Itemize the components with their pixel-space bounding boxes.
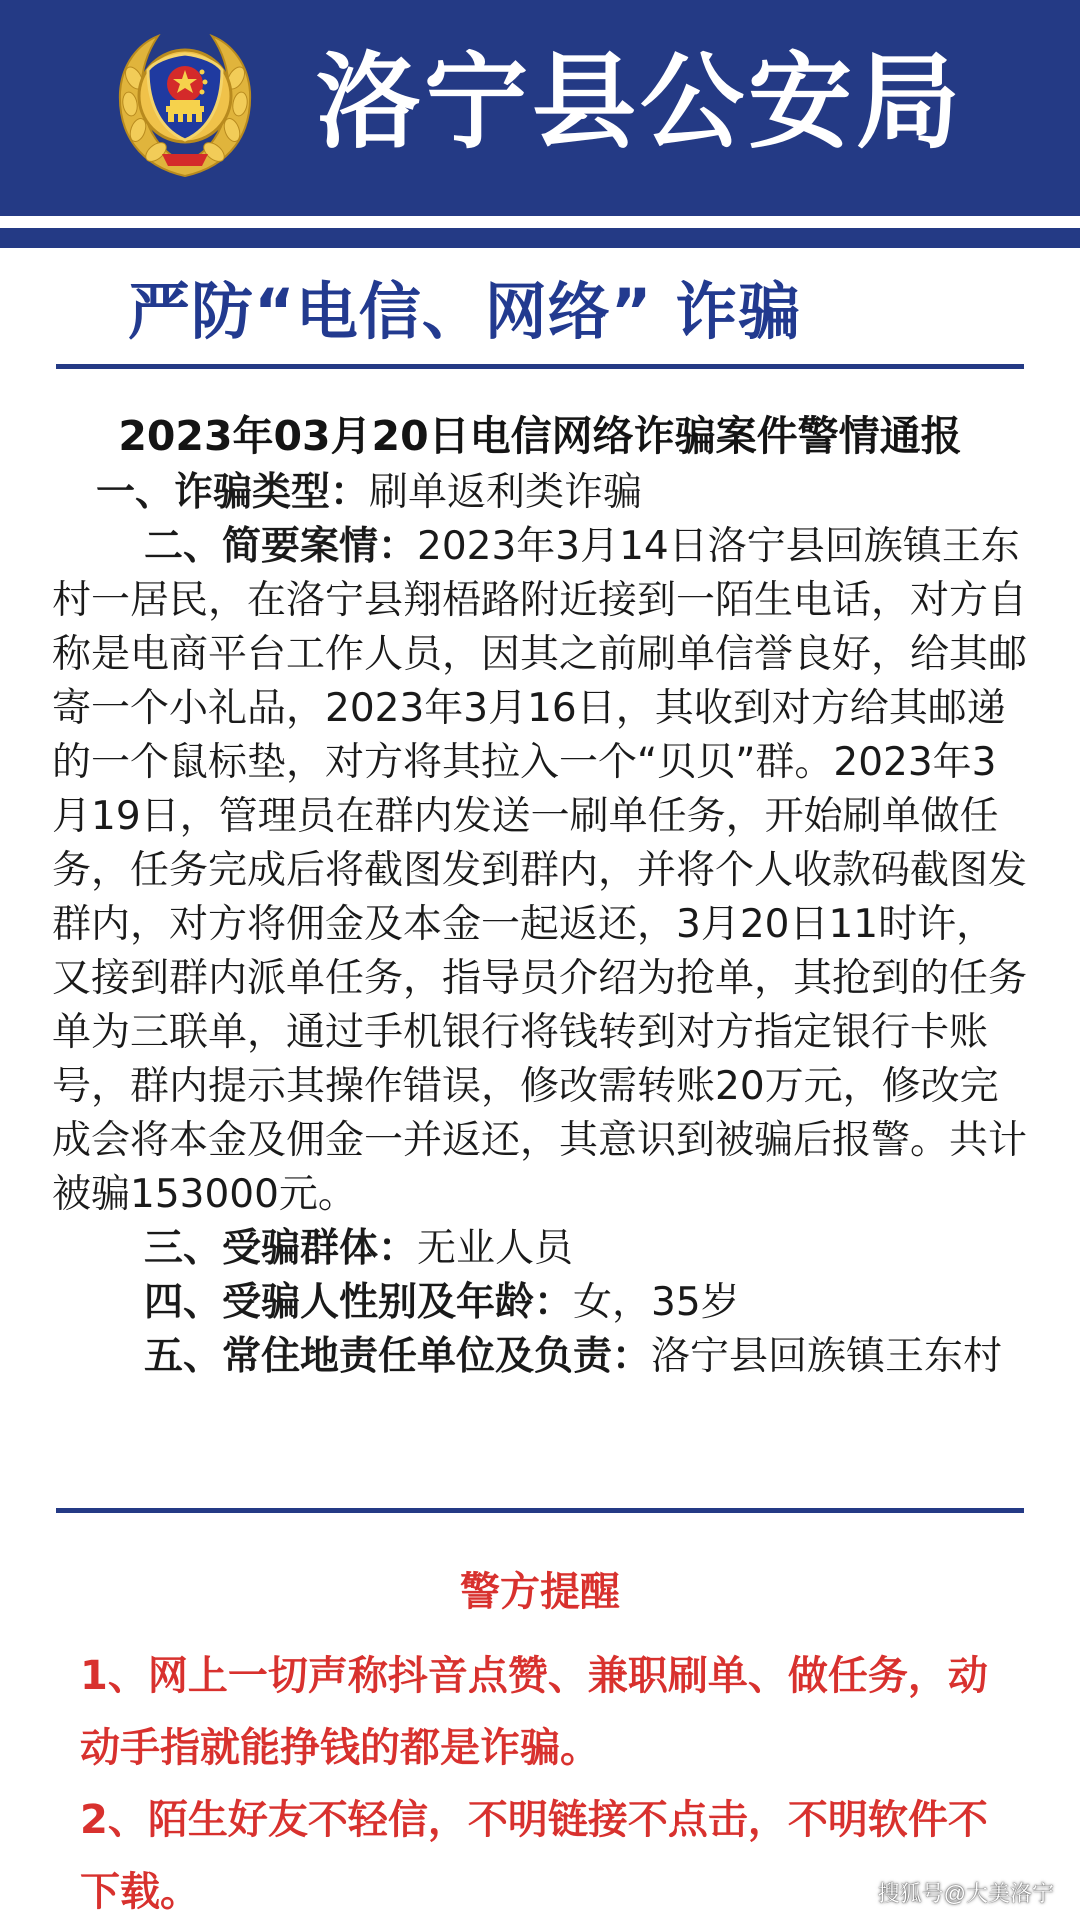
banner-title: 严防“电信、网络” 诈骗 [128,275,802,348]
victim-gender-age-value: 女，35岁 [573,1280,740,1325]
responsible-unit-row [52,1330,1028,1384]
header-divider-blue [0,228,1080,248]
victim-group-label: 三、受骗群体： [144,1226,418,1271]
report-title: 2023年03月20日电信网络诈骗案件警情通报 [118,412,962,460]
fraud-type-value: 刷单返利类诈骗 [369,470,643,515]
case-summary-label: 二、简要案情： [144,524,418,569]
reminder-item: 2、陌生好友不轻信，不明链接不点击，不明软件不下载。 [80,1797,988,1915]
section-divider-bottom [56,1508,1024,1513]
report-body [52,466,1028,1384]
fraud-type-label: 一、诈骗类型： [96,470,370,515]
fraud-type-row [52,466,1028,520]
police-emblem-icon [110,26,260,182]
case-summary-row [52,520,1028,1222]
source-watermark: 搜狐号@大美洛宁 [877,1881,1054,1906]
header-banner [0,0,1080,216]
responsible-unit-value: 洛宁县回族镇王东村 [651,1334,1003,1379]
victim-group-value: 无业人员 [417,1226,574,1271]
header-divider-white [0,216,1080,228]
victim-gender-age-row [52,1276,1028,1330]
reminder-heading: 警方提醒 [460,1569,620,1615]
victim-gender-age-label: 四、受骗人性别及年龄： [144,1280,574,1325]
victim-group-row [52,1222,1028,1276]
reminder-item: 1、网上一切声称抖音点赞、兼职刷单、做任务，动动手指就能挣钱的都是诈骗。 [80,1653,988,1771]
header-title: 洛宁县公安局 [316,41,965,163]
case-summary-text: 2023年3月14日洛宁县回族镇王东村一居民，在洛宁县翔梧路附近接到一陌生电话，对方自称是电商平台工作人员，因其之前刷单信誉良好，给其邮寄一个小礼品，2023年3月16日，其收到对方给其邮递的一个鼠标垫，对方将其拉入一个“贝贝”群。2023年3月19日，管理员在群内发送一刷单任务，开始刷单做任务，任务完成后将截图发到群内，并将个人收款码截图发群内，对方将佣金及本金一起返还，3月20日11时许，又接到群内派单任务，指导员介绍为抢单，其抢到的任务单为三联单，通过手机银行将钱转到对方指定银行卡账号，群内提示其操作错误，修改需转账20万元，修改完成会将本金及佣金一并返还，其意识到被骗后报警。共计被骗153000元。 [52,524,1028,1217]
responsible-unit-label: 五、常住地责任单位及负责： [144,1334,652,1379]
section-divider-top [56,364,1024,369]
